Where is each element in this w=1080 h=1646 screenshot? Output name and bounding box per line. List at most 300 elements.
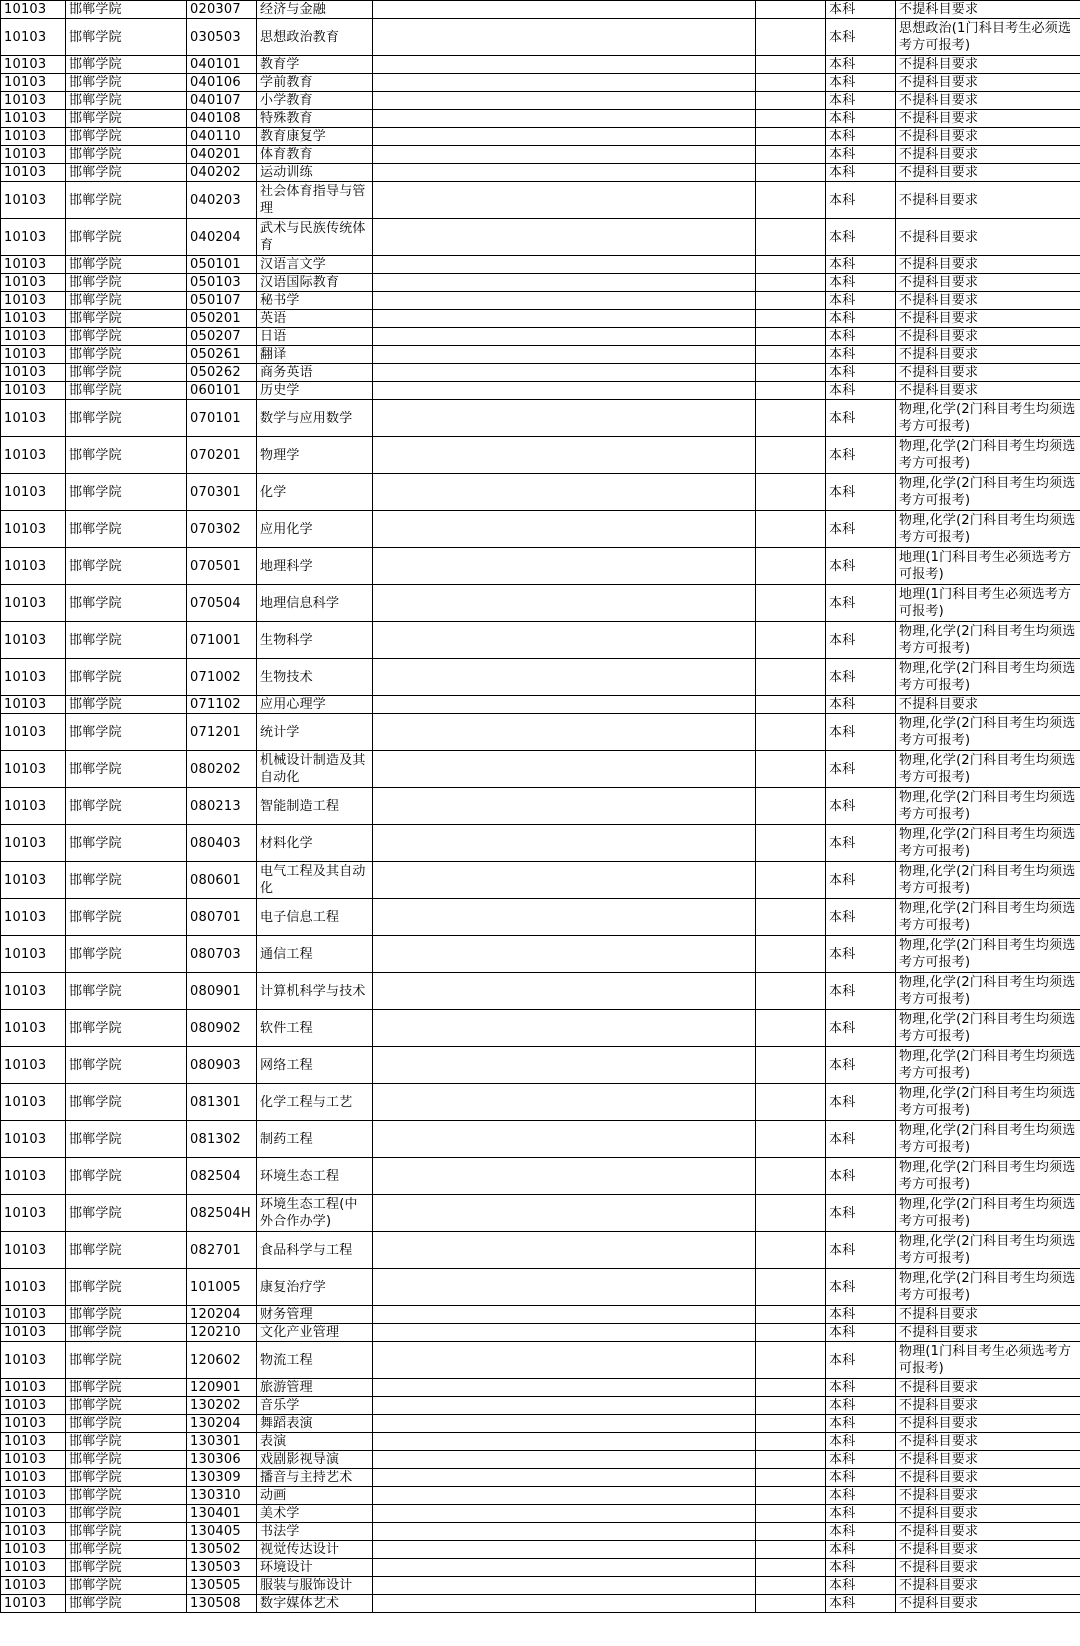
blank-cell [373,548,756,585]
blank-cell [373,751,756,788]
blank-cell [373,1469,756,1487]
blank-cell [756,19,826,56]
major-code-cell: 071001 [187,622,257,659]
school-name-cell: 邯郸学院 [66,1397,187,1415]
blank-cell [373,1121,756,1158]
blank-cell [756,714,826,751]
major-code-cell: 130202 [187,1397,257,1415]
blank-cell [373,182,756,219]
major-name-cell: 服装与服饰设计 [257,1577,373,1595]
blank-cell [373,825,756,862]
major-name-cell: 化学工程与工艺 [257,1084,373,1121]
school-code-cell: 10103 [1,1595,66,1613]
major-code-cell: 040107 [187,92,257,110]
table-row [1,110,1080,128]
table-row [1,751,1080,788]
subject-requirement-cell: 不提科目要求 [896,1595,1080,1613]
table-row [1,1505,1080,1523]
major-name-cell: 日语 [257,328,373,346]
blank-cell [756,164,826,182]
subject-requirement-cell: 不提科目要求 [896,1505,1080,1523]
table-row [1,1487,1080,1505]
school-name-cell: 邯郸学院 [66,1010,187,1047]
blank-cell [756,1010,826,1047]
school-name-cell: 邯郸学院 [66,1433,187,1451]
major-name-cell: 统计学 [257,714,373,751]
major-name-cell: 特殊教育 [257,110,373,128]
major-code-cell: 071201 [187,714,257,751]
blank-cell [756,1269,826,1306]
level-cell: 本科 [826,622,896,659]
table-row [1,437,1080,474]
table-row [1,328,1080,346]
table-row [1,1269,1080,1306]
blank-cell [373,328,756,346]
level-cell: 本科 [826,973,896,1010]
blank-cell [373,219,756,256]
school-code-cell: 10103 [1,164,66,182]
school-name-cell: 邯郸学院 [66,182,187,219]
major-code-cell: 080701 [187,899,257,936]
school-name-cell: 邯郸学院 [66,1541,187,1559]
subject-requirement-cell: 物理,化学(2门科目考生均须选考方可报考) [896,1121,1080,1158]
table-row [1,74,1080,92]
school-code-cell: 10103 [1,585,66,622]
major-name-cell: 汉语国际教育 [257,274,373,292]
level-cell: 本科 [826,1195,896,1232]
table-row [1,1158,1080,1195]
major-code-cell: 040108 [187,110,257,128]
blank-cell [373,1158,756,1195]
blank-cell [756,1195,826,1232]
school-code-cell: 10103 [1,899,66,936]
level-cell: 本科 [826,1010,896,1047]
school-name-cell: 邯郸学院 [66,973,187,1010]
subject-requirement-cell: 不提科目要求 [896,110,1080,128]
blank-cell [756,899,826,936]
school-name-cell: 邯郸学院 [66,164,187,182]
major-code-cell: 020307 [187,1,257,19]
blank-cell [756,74,826,92]
major-name-cell: 财务管理 [257,1306,373,1324]
major-code-cell: 050207 [187,328,257,346]
school-name-cell: 邯郸学院 [66,219,187,256]
major-code-cell: 040106 [187,74,257,92]
blank-cell [756,788,826,825]
table-row [1,400,1080,437]
subject-requirement-cell: 物理,化学(2门科目考生均须选考方可报考) [896,511,1080,548]
blank-cell [756,346,826,364]
level-cell: 本科 [826,1577,896,1595]
blank-cell [373,437,756,474]
major-name-cell: 翻译 [257,346,373,364]
subject-requirement-cell: 物理,化学(2门科目考生均须选考方可报考) [896,714,1080,751]
major-code-cell: 080901 [187,973,257,1010]
school-code-cell: 10103 [1,714,66,751]
subject-requirement-cell: 不提科目要求 [896,1306,1080,1324]
blank-cell [756,437,826,474]
major-name-cell: 电子信息工程 [257,899,373,936]
level-cell: 本科 [826,1415,896,1433]
blank-cell [373,346,756,364]
subject-requirement-cell: 物理,化学(2门科目考生均须选考方可报考) [896,1010,1080,1047]
school-code-cell: 10103 [1,1158,66,1195]
major-name-cell: 商务英语 [257,364,373,382]
blank-cell [756,548,826,585]
school-name-cell: 邯郸学院 [66,1595,187,1613]
level-cell: 本科 [826,74,896,92]
table-row [1,1541,1080,1559]
major-name-cell: 软件工程 [257,1010,373,1047]
school-name-cell: 邯郸学院 [66,474,187,511]
level-cell: 本科 [826,146,896,164]
table-row [1,1306,1080,1324]
subject-requirement-cell: 物理,化学(2门科目考生均须选考方可报考) [896,788,1080,825]
school-code-cell: 10103 [1,400,66,437]
blank-cell [756,1047,826,1084]
major-name-cell: 制药工程 [257,1121,373,1158]
table-row [1,585,1080,622]
blank-cell [756,382,826,400]
blank-cell [373,1195,756,1232]
subject-requirement-cell: 物理,化学(2门科目考生均须选考方可报考) [896,825,1080,862]
major-code-cell: 070201 [187,437,257,474]
major-code-cell: 050107 [187,292,257,310]
blank-cell [756,1541,826,1559]
school-code-cell: 10103 [1,92,66,110]
major-code-cell: 130502 [187,1541,257,1559]
blank-cell [373,310,756,328]
school-code-cell: 10103 [1,1433,66,1451]
major-code-cell: 050262 [187,364,257,382]
school-code-cell: 10103 [1,751,66,788]
subject-requirement-cell: 不提科目要求 [896,92,1080,110]
major-code-cell: 130310 [187,1487,257,1505]
subject-requirement-cell: 不提科目要求 [896,328,1080,346]
major-code-cell: 080213 [187,788,257,825]
blank-cell [373,382,756,400]
school-name-cell: 邯郸学院 [66,585,187,622]
table-row [1,219,1080,256]
major-code-cell: 050103 [187,274,257,292]
blank-cell [373,659,756,696]
blank-cell [373,1505,756,1523]
table-row [1,182,1080,219]
table-row [1,1559,1080,1577]
table-row [1,1433,1080,1451]
blank-cell [373,274,756,292]
blank-cell [756,1523,826,1541]
subject-requirement-cell: 不提科目要求 [896,1433,1080,1451]
major-code-cell: 130401 [187,1505,257,1523]
school-code-cell: 10103 [1,346,66,364]
subject-requirement-cell: 物理,化学(2门科目考生均须选考方可报考) [896,622,1080,659]
level-cell: 本科 [826,696,896,714]
blank-cell [756,1379,826,1397]
blank-cell [373,1324,756,1342]
major-code-cell: 120210 [187,1324,257,1342]
school-code-cell: 10103 [1,74,66,92]
subject-requirement-cell: 物理,化学(2门科目考生均须选考方可报考) [896,474,1080,511]
table-row [1,659,1080,696]
blank-cell [373,1084,756,1121]
major-code-cell: 060101 [187,382,257,400]
school-code-cell: 10103 [1,364,66,382]
school-code-cell: 10103 [1,1505,66,1523]
major-code-cell: 130503 [187,1559,257,1577]
level-cell: 本科 [826,346,896,364]
level-cell: 本科 [826,128,896,146]
school-name-cell: 邯郸学院 [66,328,187,346]
blank-cell [373,862,756,899]
blank-cell [756,1577,826,1595]
school-name-cell: 邯郸学院 [66,622,187,659]
major-code-cell: 120204 [187,1306,257,1324]
level-cell: 本科 [826,1047,896,1084]
school-code-cell: 10103 [1,1324,66,1342]
table-row [1,56,1080,74]
blank-cell [373,1342,756,1379]
major-name-cell: 动画 [257,1487,373,1505]
major-code-cell: 040201 [187,146,257,164]
school-code-cell: 10103 [1,1306,66,1324]
major-name-cell: 物流工程 [257,1342,373,1379]
subject-requirement-cell: 物理,化学(2门科目考生均须选考方可报考) [896,936,1080,973]
table-row [1,1397,1080,1415]
subject-requirement-cell: 不提科目要求 [896,1523,1080,1541]
table-row [1,1010,1080,1047]
school-code-cell: 10103 [1,328,66,346]
school-name-cell: 邯郸学院 [66,364,187,382]
blank-cell [373,146,756,164]
major-name-cell: 智能制造工程 [257,788,373,825]
level-cell: 本科 [826,1324,896,1342]
blank-cell [373,585,756,622]
level-cell: 本科 [826,256,896,274]
subject-requirement-cell: 不提科目要求 [896,310,1080,328]
level-cell: 本科 [826,1397,896,1415]
blank-cell [756,256,826,274]
level-cell: 本科 [826,1,896,19]
blank-cell [756,400,826,437]
subject-requirement-cell: 不提科目要求 [896,56,1080,74]
level-cell: 本科 [826,1505,896,1523]
blank-cell [756,696,826,714]
school-code-cell: 10103 [1,56,66,74]
table-row [1,696,1080,714]
major-name-cell: 生物科学 [257,622,373,659]
school-name-cell: 邯郸学院 [66,1121,187,1158]
table-row [1,364,1080,382]
major-name-cell: 数学与应用数学 [257,400,373,437]
subject-requirement-cell: 不提科目要求 [896,1379,1080,1397]
school-name-cell: 邯郸学院 [66,714,187,751]
school-code-cell: 10103 [1,146,66,164]
level-cell: 本科 [826,548,896,585]
major-code-cell: 080703 [187,936,257,973]
major-code-cell: 130204 [187,1415,257,1433]
subject-requirement-cell: 不提科目要求 [896,1541,1080,1559]
blank-cell [756,1415,826,1433]
major-name-cell: 汉语言文学 [257,256,373,274]
blank-cell [373,400,756,437]
blank-cell [756,1559,826,1577]
table-row [1,274,1080,292]
blank-cell [373,1523,756,1541]
blank-cell [373,1306,756,1324]
blank-cell [373,622,756,659]
major-code-cell: 040203 [187,182,257,219]
school-code-cell: 10103 [1,1121,66,1158]
school-name-cell: 邯郸学院 [66,74,187,92]
major-code-cell: 070101 [187,400,257,437]
subject-requirement-cell: 不提科目要求 [896,1487,1080,1505]
blank-cell [373,1047,756,1084]
subject-requirement-cell: 不提科目要求 [896,292,1080,310]
level-cell: 本科 [826,825,896,862]
blank-cell [373,1487,756,1505]
major-name-cell: 经济与金融 [257,1,373,19]
school-name-cell: 邯郸学院 [66,1269,187,1306]
major-code-cell: 080601 [187,862,257,899]
table-row [1,128,1080,146]
blank-cell [373,714,756,751]
subject-requirement-cell: 不提科目要求 [896,364,1080,382]
major-code-cell: 080403 [187,825,257,862]
school-code-cell: 10103 [1,1269,66,1306]
school-code-cell: 10103 [1,973,66,1010]
major-name-cell: 文化产业管理 [257,1324,373,1342]
major-name-cell: 材料化学 [257,825,373,862]
blank-cell [756,474,826,511]
level-cell: 本科 [826,92,896,110]
subject-requirement-cell: 物理,化学(2门科目考生均须选考方可报考) [896,1269,1080,1306]
major-code-cell: 070302 [187,511,257,548]
blank-cell [756,128,826,146]
school-code-cell: 10103 [1,382,66,400]
table-row [1,511,1080,548]
major-name-cell: 美术学 [257,1505,373,1523]
subject-requirement-cell: 物理,化学(2门科目考生均须选考方可报考) [896,659,1080,696]
major-name-cell: 生物技术 [257,659,373,696]
major-code-cell: 130306 [187,1451,257,1469]
school-code-cell: 10103 [1,110,66,128]
major-name-cell: 环境生态工程(中外合作办学) [257,1195,373,1232]
school-name-cell: 邯郸学院 [66,659,187,696]
level-cell: 本科 [826,56,896,74]
level-cell: 本科 [826,1541,896,1559]
school-code-cell: 10103 [1,1379,66,1397]
blank-cell [756,973,826,1010]
school-name-cell: 邯郸学院 [66,1195,187,1232]
school-name-cell: 邯郸学院 [66,1469,187,1487]
level-cell: 本科 [826,511,896,548]
school-name-cell: 邯郸学院 [66,788,187,825]
subject-requirement-cell: 不提科目要求 [896,1451,1080,1469]
level-cell: 本科 [826,328,896,346]
blank-cell [756,1232,826,1269]
blank-cell [373,74,756,92]
blank-cell [373,1379,756,1397]
major-code-cell: 120901 [187,1379,257,1397]
table-row [1,1469,1080,1487]
major-code-cell: 040110 [187,128,257,146]
blank-cell [373,19,756,56]
major-name-cell: 环境生态工程 [257,1158,373,1195]
major-code-cell: 080902 [187,1010,257,1047]
school-name-cell: 邯郸学院 [66,1306,187,1324]
subject-requirement-cell: 不提科目要求 [896,382,1080,400]
major-name-cell: 历史学 [257,382,373,400]
school-code-cell: 10103 [1,788,66,825]
major-name-cell: 计算机科学与技术 [257,973,373,1010]
table-row [1,899,1080,936]
major-name-cell: 音乐学 [257,1397,373,1415]
major-name-cell: 表演 [257,1433,373,1451]
school-code-cell: 10103 [1,310,66,328]
school-name-cell: 邯郸学院 [66,511,187,548]
level-cell: 本科 [826,19,896,56]
major-name-cell: 武术与民族传统体育 [257,219,373,256]
major-name-cell: 教育康复学 [257,128,373,146]
school-code-cell: 10103 [1,696,66,714]
school-code-cell: 10103 [1,1577,66,1595]
blank-cell [373,110,756,128]
school-code-cell: 10103 [1,511,66,548]
school-code-cell: 10103 [1,1010,66,1047]
major-code-cell: 050261 [187,346,257,364]
level-cell: 本科 [826,219,896,256]
school-code-cell: 10103 [1,659,66,696]
blank-cell [373,1451,756,1469]
subject-requirement-cell: 物理,化学(2门科目考生均须选考方可报考) [896,1158,1080,1195]
blank-cell [756,56,826,74]
table-row [1,1379,1080,1397]
blank-cell [756,274,826,292]
school-name-cell: 邯郸学院 [66,899,187,936]
subject-requirement-cell: 物理,化学(2门科目考生均须选考方可报考) [896,400,1080,437]
table-row [1,164,1080,182]
major-name-cell: 地理信息科学 [257,585,373,622]
major-name-cell: 舞蹈表演 [257,1415,373,1433]
table-row [1,825,1080,862]
major-name-cell: 思想政治教育 [257,19,373,56]
school-name-cell: 邯郸学院 [66,1379,187,1397]
blank-cell [756,936,826,973]
table-row [1,382,1080,400]
level-cell: 本科 [826,751,896,788]
table-row [1,1121,1080,1158]
table-row [1,1577,1080,1595]
table-row [1,256,1080,274]
level-cell: 本科 [826,1306,896,1324]
school-name-cell: 邯郸学院 [66,110,187,128]
blank-cell [373,1559,756,1577]
school-name-cell: 邯郸学院 [66,751,187,788]
school-code-cell: 10103 [1,274,66,292]
blank-cell [373,936,756,973]
school-code-cell: 10103 [1,1,66,19]
level-cell: 本科 [826,714,896,751]
major-code-cell: 130301 [187,1433,257,1451]
major-code-cell: 082504 [187,1158,257,1195]
blank-cell [756,1084,826,1121]
major-code-cell: 081302 [187,1121,257,1158]
blank-cell [756,292,826,310]
table-row [1,1342,1080,1379]
major-name-cell: 教育学 [257,56,373,74]
major-code-cell: 130309 [187,1469,257,1487]
